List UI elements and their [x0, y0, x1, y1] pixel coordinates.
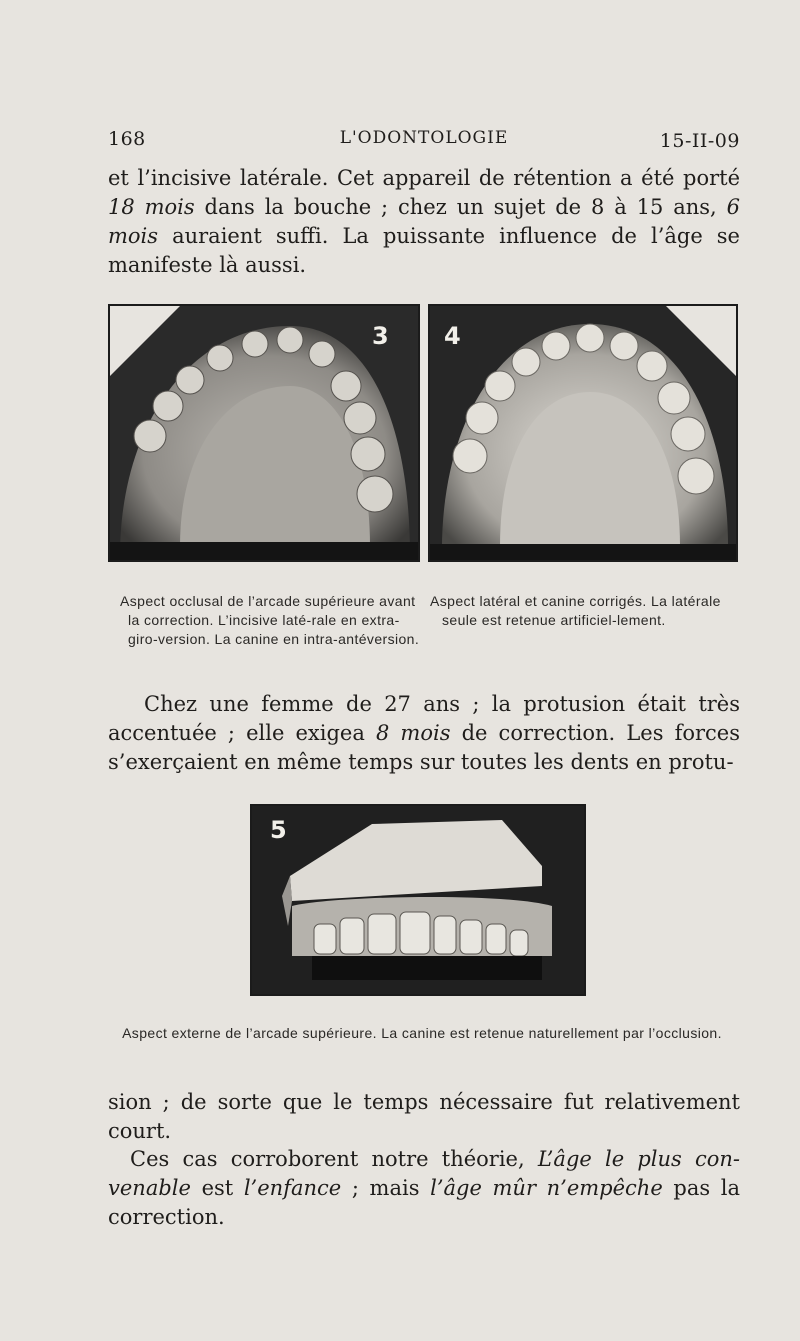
text-run: est	[190, 1176, 244, 1200]
text-run: Chez une femme de 27 ans ; la protusion était très accentuée ; elle exigea	[108, 692, 740, 745]
paragraph-1	[108, 164, 740, 280]
text-run: Ces cas corroborent notre théorie,	[130, 1147, 538, 1171]
text-run: dans la bouche ; chez un sujet de 8 à 15 ans,	[194, 195, 727, 219]
emphasis: 6 mois	[108, 195, 740, 248]
figure-number: 3	[372, 322, 389, 350]
page-number: 168	[108, 128, 146, 150]
figure-number: 5	[270, 816, 287, 844]
text-run: et l’incisive latérale. Cet appareil de rétention a été porté	[108, 166, 740, 190]
figure-3-photo	[108, 304, 420, 562]
paragraph-3: sion ; de sorte que le temps nécessaire fut relativement court.	[108, 1090, 740, 1143]
figure-number: 4	[444, 322, 461, 350]
dental-cast-lateral-icon	[430, 306, 736, 560]
text-run: auraient suffi. La puissante influence de l’âge se manifeste là aussi.	[108, 224, 740, 277]
figure-3-caption: Aspect occlusal de l’arcade supérieure avant la correction. L’incisive laté-rale en extra-giro-version. La canine en intra-antéversion.	[120, 593, 420, 647]
text-run: pas la correction.	[108, 1176, 741, 1229]
figure-4-photo	[428, 304, 738, 562]
text-run: ; mais	[341, 1176, 431, 1200]
figure-4-caption: Aspect latéral et canine corrigés. La latérale seule est retenue artificiel-lement.	[430, 593, 721, 628]
dental-cast-front-icon	[252, 806, 584, 994]
paragraph-4	[108, 1145, 740, 1232]
text-run: de correction. Les forces s’exerçaient en même temps sur toutes les dents en protu-	[108, 721, 740, 774]
running-header	[108, 128, 740, 156]
figure-5-caption: Aspect externe de l’arcade supérieure. La canine est retenue naturellement par l’occlusion.	[122, 1025, 722, 1041]
issue-date: 15-II-09	[659, 130, 740, 152]
emphasis: l’enfance	[243, 1176, 342, 1200]
emphasis: 18 mois	[108, 195, 195, 219]
journal-title: L'ODONTOLOGIE	[339, 128, 509, 148]
emphasis: L’âge le plus con-venable	[108, 1147, 740, 1200]
figure-5-photo	[250, 804, 586, 996]
emphasis: l’âge mûr n’empêche	[430, 1176, 663, 1200]
emphasis: 8 mois	[375, 721, 451, 745]
paragraph-2	[108, 690, 740, 777]
